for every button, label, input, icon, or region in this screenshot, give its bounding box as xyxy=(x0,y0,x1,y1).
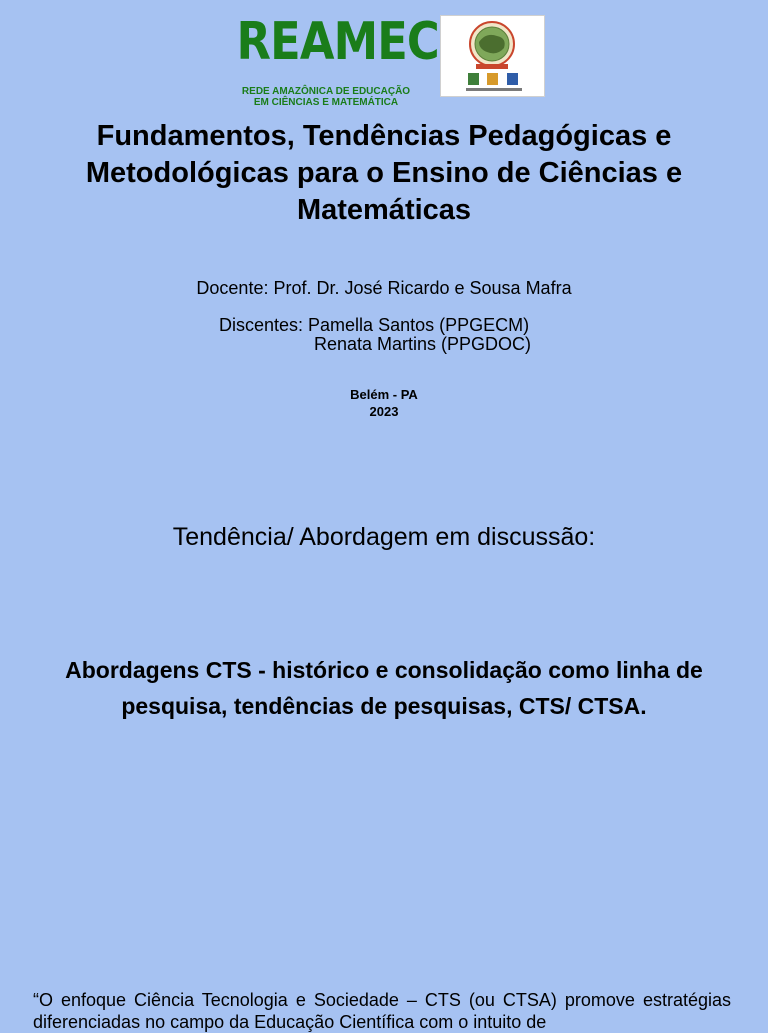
year: 2023 xyxy=(369,404,399,419)
logo-subtitle xyxy=(222,86,430,108)
discentes-line1: Discentes: Pamella Santos (PPGECM) xyxy=(219,315,530,335)
reamec-logo xyxy=(222,12,439,108)
excerpt-paragraph: “O enfoque Ciência Tecnologia e Sociedade – CTS (ou CTSA) promove estratégias diferenciadas no campo da Educação Científica com o intuito de xyxy=(33,990,731,1032)
location: Belém - PA xyxy=(350,387,418,402)
discentes-line2: Renata Martins (PPGDOC) xyxy=(314,334,532,354)
logo-title: REAMEC xyxy=(236,12,439,72)
page-title: Fundamentos, Tendências Pedagógicas e Metodológicas para o Ensino de Ciências e Matemáticas xyxy=(85,120,683,226)
logo-subtitle-line1: REDE AMAZÔNICA DE EDUCAÇÃO xyxy=(241,86,411,97)
topic-heading: Abordagens CTS - histórico e consolidação como linha de pesquisa, tendências de pesquisas, CTS/ CTSA. xyxy=(65,657,703,719)
section-heading: Tendência/ Abordagem em discussão: xyxy=(172,523,596,551)
discentes-block xyxy=(219,316,531,354)
docente-line: Docente: Prof. Dr. José Ricardo e Sousa Mafra xyxy=(196,278,572,298)
institutional-badge-icon xyxy=(440,15,545,97)
location-block xyxy=(0,386,768,420)
logo-subtitle-line2: EM CIÊNCIAS E MATEMÁTICA xyxy=(253,97,399,108)
